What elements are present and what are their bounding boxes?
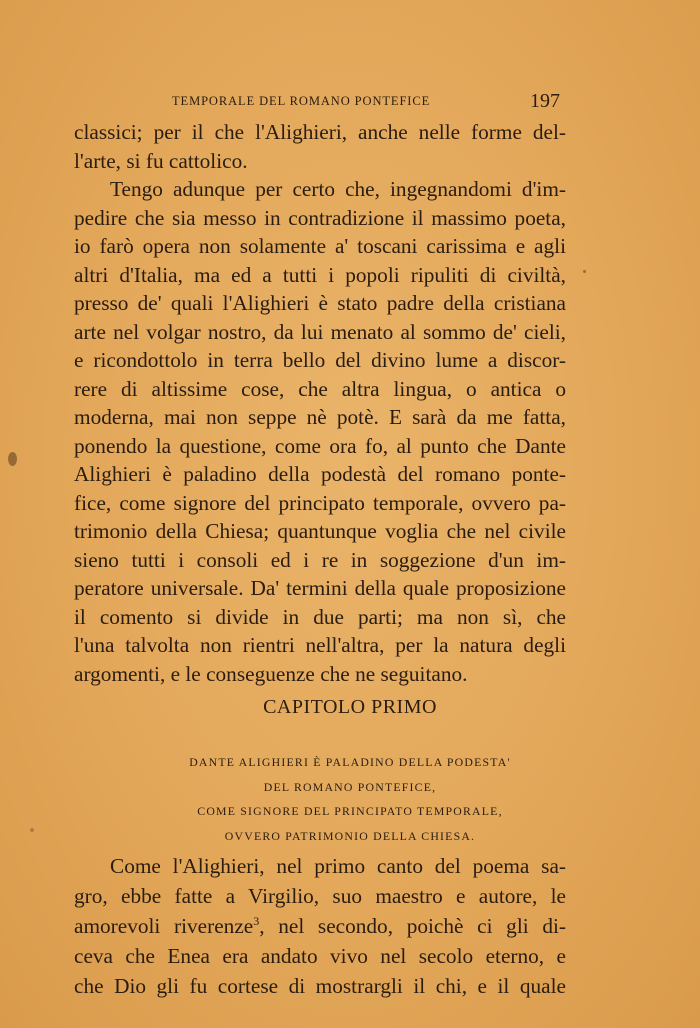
text-line: moderna, mai non seppe nè potè. E sarà da me fatta, bbox=[74, 405, 566, 429]
chapter-subtitle-line: COME SIGNORE DEL PRINCIPATO TEMPORALE, bbox=[197, 804, 503, 818]
text-line: trimonio della Chiesa; quantunque voglia che nel civile bbox=[74, 519, 566, 543]
text-line: arte nel volgar nostro, da lui menato al sommo de' cieli, bbox=[74, 319, 566, 344]
text-line: e ricondottolo in terra bello del divino lume a discor- bbox=[74, 348, 566, 372]
paper-speck bbox=[8, 452, 17, 466]
text-line: gro, ebbe fatte a Virgilio, suo maestro e autore, le bbox=[74, 884, 566, 908]
footnote-marker[interactable]: 3 bbox=[253, 913, 260, 928]
text-line: sieno tutti i consoli ed i re in soggezione d'un im- bbox=[74, 547, 566, 572]
paper-speck bbox=[583, 270, 586, 273]
text-line: che Dio gli fu cortese di mostrargli il chi, e il quale bbox=[74, 974, 566, 998]
text-line: argomenti, e le conseguenze che ne seguitano. bbox=[74, 661, 468, 686]
text-line: fice, come signore del principato temporale, ovvero pa- bbox=[74, 490, 566, 515]
text-line: l'una talvolta non rientri nell'altra, per la natura degli bbox=[74, 633, 566, 657]
text-line: ponendo la questione, come ora fo, al punto che Dante bbox=[74, 433, 566, 458]
text-segment: amorevoli riverenze bbox=[74, 914, 254, 938]
text-line: peratore universale. Da' termini della quale proposizione bbox=[74, 576, 566, 600]
chapter-subtitle bbox=[0, 750, 700, 848]
page-number: 197 bbox=[530, 90, 560, 112]
text-line: Tengo adunque per certo che, ingegnandomi d'im- bbox=[110, 177, 566, 201]
text-line: classici; per il che l'Alighieri, anche nelle forme del- bbox=[74, 120, 566, 144]
paper-speck bbox=[30, 828, 34, 832]
text-segment: , nel secondo, poichè ci gli di- bbox=[259, 914, 566, 938]
text-line: io farò opera non solamente a' toscani carissima e agli bbox=[74, 234, 566, 258]
text-line: pedire che sia messo in contradizione il massimo poeta, bbox=[74, 205, 566, 230]
running-head bbox=[0, 90, 700, 114]
text-line: Alighieri è paladino della podestà del romano ponte- bbox=[74, 462, 566, 486]
chapter-title: CAPITOLO PRIMO bbox=[263, 696, 437, 718]
text-line: altri d'Italia, ma ed a tutti i popoli ripuliti di civiltà, bbox=[74, 262, 566, 287]
text-line: Come l'Alighieri, nel primo canto del poema sa- bbox=[110, 854, 566, 878]
chapter-subtitle-line: DANTE ALIGHIERI È PALADINO DELLA PODESTA' bbox=[189, 755, 511, 769]
running-title: TEMPORALE DEL ROMANO PONTEFICE bbox=[172, 94, 431, 108]
body-text-top bbox=[74, 118, 566, 688]
text-line: ceva che Enea era andato vivo nel secolo eterno, e bbox=[74, 944, 566, 968]
chapter-subtitle-line: OVVERO PATRIMONIO DELLA CHIESA. bbox=[224, 828, 476, 843]
text-line: l'arte, si fu cattolico. bbox=[74, 148, 248, 173]
text-line: presso de' quali l'Alighieri è stato padre della cristiana bbox=[74, 291, 566, 315]
text-line-with-footnote bbox=[74, 911, 566, 941]
body-text-bottom bbox=[74, 851, 566, 1001]
text-line: rere di altissime cose, che altra lingua, o antica o bbox=[74, 376, 566, 401]
chapter-subtitle-line: DEL ROMANO PONTEFICE, bbox=[263, 779, 437, 794]
text-line: il comento si divide in due parti; ma non sì, che bbox=[74, 604, 566, 629]
